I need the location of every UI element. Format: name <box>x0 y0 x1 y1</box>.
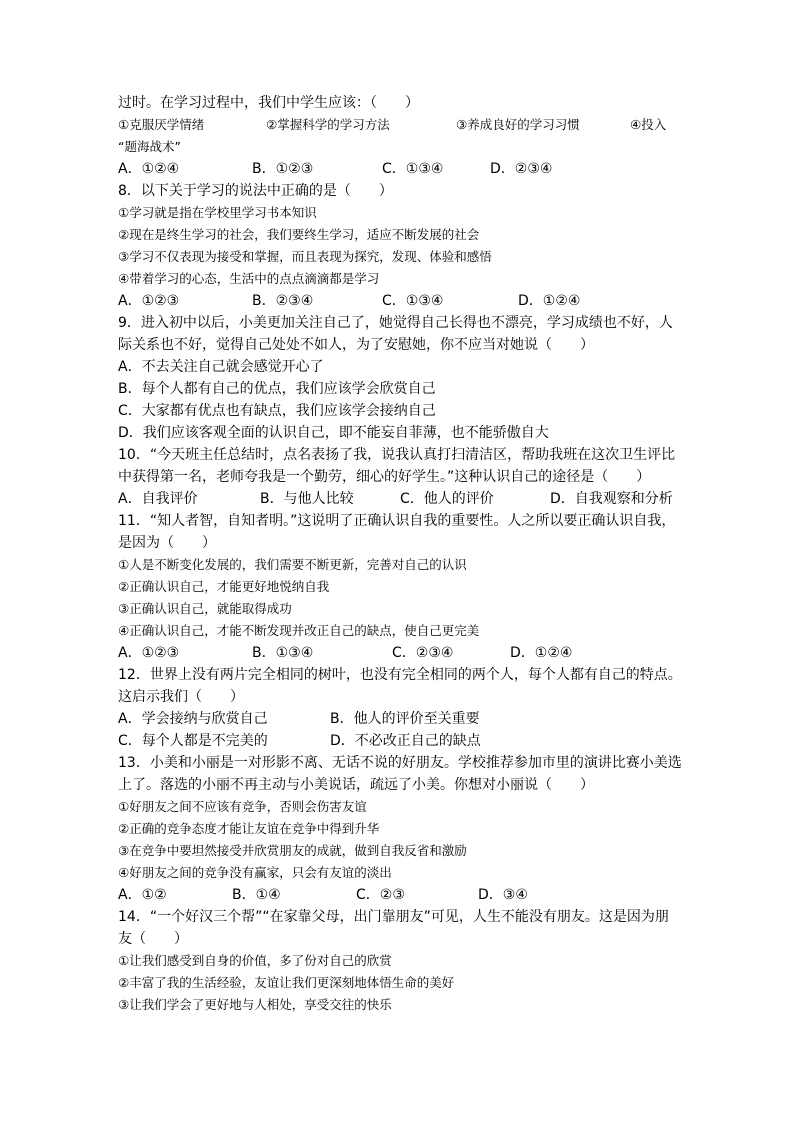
option-item: C．每个人都是不完美的 <box>118 733 268 749</box>
text-line: ④好朋友之间的竞争没有赢家，只会有友谊的淡出 <box>118 865 392 880</box>
text-line <box>118 114 678 136</box>
text-line: ④带着学习的心态，生活中的点点滴滴都是学习 <box>118 271 380 286</box>
text-line: 际关系也不好，觉得自己处处不如人，为了安慰她，你不应当对她说（ ） <box>118 337 594 353</box>
option-item: B．①②③ <box>252 161 314 177</box>
text-line: ②正确认识自己，才能更好地悦纳自我 <box>118 579 330 594</box>
option-item: B．①④ <box>232 887 281 903</box>
option-item: D．①②④ <box>518 293 581 309</box>
option-item: B．①③④ <box>252 645 314 661</box>
text-line: ④正确认识自己，才能不断发现并改正自己的缺点，使自己更完美 <box>118 623 480 638</box>
text-line: 是因为（ ） <box>118 535 216 551</box>
option-item: D．③④ <box>478 887 528 903</box>
option-item: A．学会接纳与欣赏自己 <box>118 711 268 727</box>
option-item: D．①②④ <box>510 645 573 661</box>
option-item: C．①③④ <box>382 293 444 309</box>
option-item: B．他人的评价至关重要 <box>330 711 480 727</box>
option-item: C．②③④ <box>392 645 454 661</box>
text-line: D．我们应该客观全面的认识自己，即不能妄自菲薄，也不能骄傲自大 <box>118 425 549 441</box>
text-line: 11．“知人者智，自知者明。”这说明了正确认识自我的重要性。人之所以要正确认识自我， <box>118 513 676 529</box>
text-line: 上了。落选的小丽不再主动与小美说话，疏远了小美。你想对小丽说（ ） <box>118 777 594 793</box>
text-line <box>118 158 678 180</box>
option-item: B．②③④ <box>252 293 314 309</box>
text-line: C．大家都有优点也有缺点，我们应该学会接纳自己 <box>118 403 436 419</box>
option-item: A．①②④ <box>118 161 180 177</box>
text-line: 14．“一个好汉三个帮”“在家靠父母，出门靠朋友”可见，人生不能没有朋友。这是因为朋 <box>118 909 669 925</box>
text-line <box>118 290 678 312</box>
text-line <box>118 488 678 510</box>
text-line: ①让我们感受到自身的价值，多了份对自己的欣赏 <box>118 953 392 968</box>
option-item: ④投入 <box>630 117 667 132</box>
text-line: ③让我们学会了更好地与人相处，享受交往的快乐 <box>118 997 392 1012</box>
exam-page <box>118 92 682 1016</box>
option-item: D．不必改正自己的缺点 <box>330 733 481 749</box>
option-item: A．①② <box>118 887 167 903</box>
text-line: A．不去关注自己就会感觉开心了 <box>118 359 324 375</box>
option-item: ②掌握科学的学习方法 <box>266 117 390 132</box>
option-item: C．他人的评价 <box>400 491 494 507</box>
text-line: ③正确认识自己，就能取得成功 <box>118 601 292 616</box>
text-line: 13．小美和小丽是一对形影不离、无话不说的好朋友。学校推荐参加市里的演讲比赛小美选 <box>118 755 682 771</box>
text-line: ③学习不仅表现为接受和掌握，而且表现为探究，发现、体验和感悟 <box>118 249 492 264</box>
text-line <box>118 884 678 906</box>
option-item: A．①②③ <box>118 645 180 661</box>
text-line <box>118 708 678 730</box>
text-line: ①学习就是指在学校里学习书本知识 <box>118 205 317 220</box>
text-line: 8．以下关于学习的说法中正确的是（ ） <box>118 183 393 199</box>
option-item: C．②③ <box>356 887 405 903</box>
option-item: D．②③④ <box>490 161 553 177</box>
option-item: D．自我观察和分析 <box>550 491 673 507</box>
option-item: C．①③④ <box>382 161 444 177</box>
text-line: 过时。在学习过程中，我们中学生应该：（ ） <box>118 95 419 111</box>
option-item: B．与他人比较 <box>260 491 354 507</box>
text-line: 9．进入初中以后，小美更加关注自己了，她觉得自己长得也不漂亮，学习成绩也不好，人 <box>118 315 673 331</box>
option-item: A．①②③ <box>118 293 180 309</box>
text-line: ①好朋友之间不应该有竞争，否则会伤害友谊 <box>118 799 367 814</box>
text-line: ②现在是终生学习的社会，我们要终生学习，适应不断发展的社会 <box>118 227 480 242</box>
text-line: “题海战术” <box>118 139 181 154</box>
text-line: 这启示我们（ ） <box>118 689 244 705</box>
text-line: 中获得第一名，老师夸我是一个勤劳，细心的好学生。”这种认识自己的途径是（ ） <box>118 469 651 485</box>
text-line: 10．“今天班主任总结时，点名表扬了我，说我认真打扫清洁区，帮助我班在这次卫生评比 <box>118 447 676 463</box>
text-line: 友（ ） <box>118 931 188 947</box>
text-line <box>118 642 678 664</box>
text-line: B．每个人都有自己的优点，我们应该学会欣赏自己 <box>118 381 436 397</box>
option-item: A．自我评价 <box>118 491 198 507</box>
text-line: ③在竞争中要坦然接受并欣赏朋友的成就，做到自我反省和激励 <box>118 843 467 858</box>
option-item: ①克服厌学情绪 <box>118 117 205 132</box>
option-item: ③养成良好的学习习惯 <box>456 117 580 132</box>
text-line: ②丰富了我的生活经验，友谊让我们更深刻地体悟生命的美好 <box>118 975 455 990</box>
text-line <box>118 730 678 752</box>
text-line: ②正确的竞争态度才能让友谊在竞争中得到升华 <box>118 821 380 836</box>
text-line: ①人是不断变化发展的，我们需要不断更新，完善对自己的认识 <box>118 557 467 572</box>
text-line: 12．世界上没有两片完全相同的树叶，也没有完全相同的两个人，每个人都有自己的特点。 <box>118 667 682 683</box>
